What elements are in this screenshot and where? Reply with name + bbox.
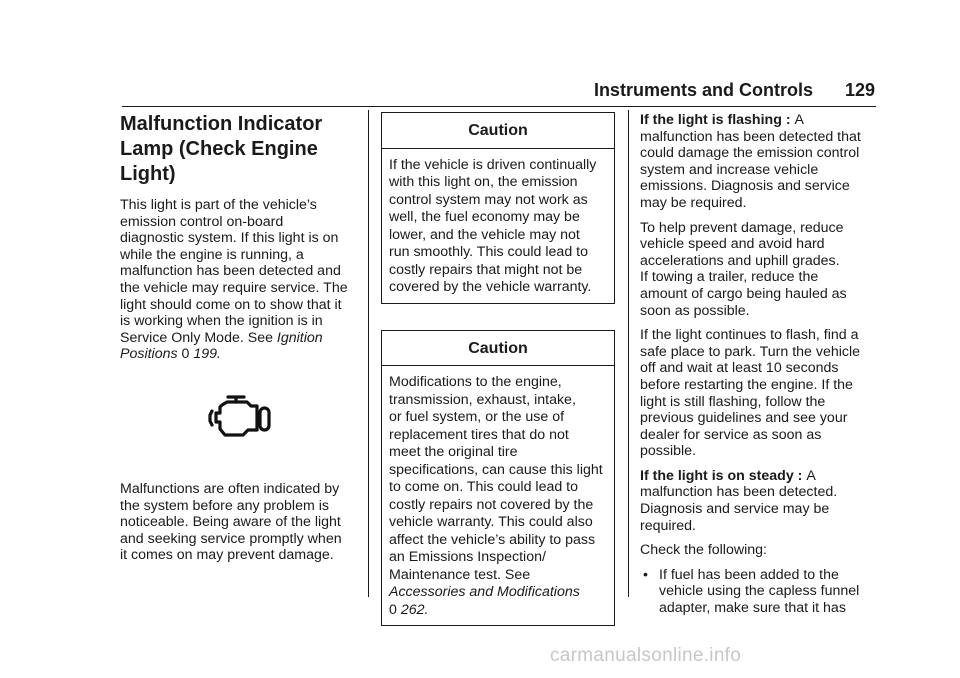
- malfunction-paragraph: [120, 481, 360, 564]
- text-line: is working when the ignition is in: [120, 313, 323, 330]
- steady-paragraph: [640, 468, 876, 534]
- page-ref-arrow-icon: 0: [389, 601, 397, 618]
- text-line: while the engine is running, a: [120, 246, 304, 263]
- page-ref-number[interactable]: 262: [400, 601, 425, 618]
- text-line: safe place to park. Turn the vehicle: [640, 343, 861, 360]
- text-line: noticeable. Being aware of the light: [120, 514, 341, 531]
- text-line: A: [794, 112, 804, 128]
- text-line: transmission, exhaust, intake,: [389, 391, 576, 408]
- column-divider: [628, 110, 629, 597]
- text-line: vehicle warranty. This could also: [389, 514, 593, 531]
- text-line: Service Only Mode. See: [120, 329, 277, 346]
- text-line: emissions. Diagnosis and service: [640, 178, 850, 195]
- title-line: Malfunction Indicator: [120, 113, 323, 135]
- text-line: soon as possible.: [640, 302, 750, 319]
- text-line: possible.: [640, 443, 696, 460]
- text-line: the vehicle may require service. The: [120, 279, 348, 296]
- check-engine-icon-container: [120, 383, 360, 453]
- text-line: If towing a trailer, reduce the: [640, 269, 819, 286]
- text-line: If the light continues to flash, find a: [640, 327, 859, 344]
- text-line: Maintenance test. See: [389, 566, 531, 583]
- text-line: system and increase vehicle: [640, 161, 819, 178]
- text-line: To help prevent damage, reduce: [640, 219, 844, 236]
- bullet-icon: •: [643, 566, 648, 583]
- text-line: required.: [640, 517, 696, 534]
- header-rule: [122, 106, 876, 107]
- text-line: off and wait at least 10 seconds: [640, 360, 839, 377]
- text-line: run smoothly. This could lead to: [389, 244, 588, 261]
- column-middle: [381, 112, 615, 652]
- ignition-positions-link[interactable]: Ignition: [276, 329, 323, 346]
- text-line: covered by the vehicle warranty.: [389, 279, 592, 296]
- text-line: or fuel system, or the use of: [389, 409, 565, 426]
- title-line: Light): [120, 163, 176, 185]
- text-line: control system may not work as: [389, 191, 588, 208]
- steady-label: If the light is on steady :: [640, 467, 807, 484]
- title-line: Lamp (Check Engine: [120, 138, 318, 160]
- text-line: amount of cargo being hauled as: [640, 285, 847, 302]
- text-line: Diagnosis and service may be: [640, 501, 830, 518]
- intro-paragraph: This light is part of the vehicle’s emission control on-board diagnostic system. If this light is on while the engine is running, a malfunction has been detected and the vehicle may require service. The light should come on to show that it is working when the ignition is in Service Only Mode. See Ignition Positions 0 199.: [120, 197, 348, 363]
- text-line: could damage the emission control: [640, 145, 860, 162]
- text-line: light should come on to show that it: [120, 296, 342, 313]
- continues-flashing-paragraph: [640, 327, 876, 460]
- text-line: an Emissions Inspection/: [389, 549, 546, 566]
- text-line: well, the fuel economy may be: [389, 209, 580, 226]
- text-line: affect the vehicle’s ability to pass: [389, 531, 596, 548]
- column-left: [120, 112, 360, 572]
- text-line: Malfunctions are often indicated by: [120, 480, 340, 497]
- text-line: malfunction has been detected and: [120, 263, 341, 280]
- column-right: [640, 112, 876, 617]
- section-title: [120, 112, 360, 187]
- accessories-modifications-link[interactable]: Accessories and Modifications: [389, 584, 580, 601]
- flashing-paragraph: [640, 112, 876, 212]
- text-line: malfunction has been detected that: [640, 128, 861, 145]
- prevent-damage-paragraph: [640, 220, 876, 320]
- text-line: diagnostic system. If this light is on: [120, 230, 339, 247]
- page-ref-arrow-icon: 0: [181, 346, 190, 363]
- text-line: accelerations and uphill grades.: [640, 252, 840, 269]
- text-line: lower, and the vehicle may not: [389, 226, 580, 243]
- flashing-label: If the light is flashing :: [640, 112, 795, 128]
- text-line: vehicle speed and avoid hard: [640, 236, 825, 253]
- text-line: to come on. This could lead to: [389, 479, 579, 496]
- text-line: A: [806, 467, 816, 484]
- text-line: adapter, make sure that it has: [659, 600, 846, 617]
- text-line: replacement tires that do not: [389, 426, 569, 443]
- caution-body: Modifications to the engine, transmission, exhaust, intake, or fuel system, or the use of replacement tires that do not meet the original tire specifications, can cause this light to come on. This could lead to costly repairs not covered by the vehicle warranty. This could also affect the vehicle’s ability to pass an Emissions Inspection/ Maintenance test. See Accessories and Modifications 0 262.: [389, 374, 603, 618]
- column-divider: [368, 110, 369, 597]
- caution-body: [382, 149, 614, 303]
- caution-title: Caution: [382, 331, 614, 367]
- text-line: costly repairs not covered by the: [389, 496, 594, 513]
- text-line: the system before any problem is: [120, 497, 329, 514]
- text-line: emission control on-board: [120, 213, 284, 230]
- section-header-title: Instruments and Controls: [593, 80, 813, 100]
- page-header: [0, 80, 875, 101]
- caution-box: [381, 330, 615, 627]
- text-line: it comes on may prevent damage.: [120, 547, 334, 564]
- check-following: Check the following:: [640, 542, 767, 559]
- ignition-positions-link[interactable]: Positions: [120, 346, 178, 363]
- text-line: Modifications to the engine,: [389, 374, 562, 391]
- text-line: malfunction has been detected.: [640, 484, 838, 501]
- page-number: 129: [844, 80, 875, 100]
- text-line: previous guidelines and see your: [640, 410, 848, 427]
- caution-title: Caution: [382, 113, 614, 149]
- text-line: before restarting the engine. If the: [640, 376, 853, 393]
- text-line: meet the original tire: [389, 444, 518, 461]
- bullet-text: [659, 567, 859, 617]
- text-line: costly repairs that might not be: [389, 261, 583, 278]
- list-item: [640, 567, 876, 617]
- caution-box: [381, 112, 615, 304]
- watermark: carmanualsonline.info: [550, 645, 742, 666]
- text-line: may be required.: [640, 194, 747, 211]
- text-line: This light is part of the vehicle’s: [120, 197, 317, 213]
- page-ref-number[interactable]: 199: [193, 346, 218, 363]
- text-line: with this light on, the emission: [389, 174, 578, 191]
- text-line: light is still flashing, follow the: [640, 393, 826, 410]
- text-line: specifications, can cause this light: [389, 461, 603, 478]
- text-line: If fuel has been added to the: [659, 566, 839, 583]
- check-engine-icon: [207, 394, 273, 442]
- text-line: If the vehicle is driven continually: [389, 156, 597, 173]
- text-line: dealer for service as soon as: [640, 426, 822, 443]
- text-line: and seeking service promptly when: [120, 530, 342, 547]
- text-line: vehicle using the capless funnel: [659, 583, 860, 600]
